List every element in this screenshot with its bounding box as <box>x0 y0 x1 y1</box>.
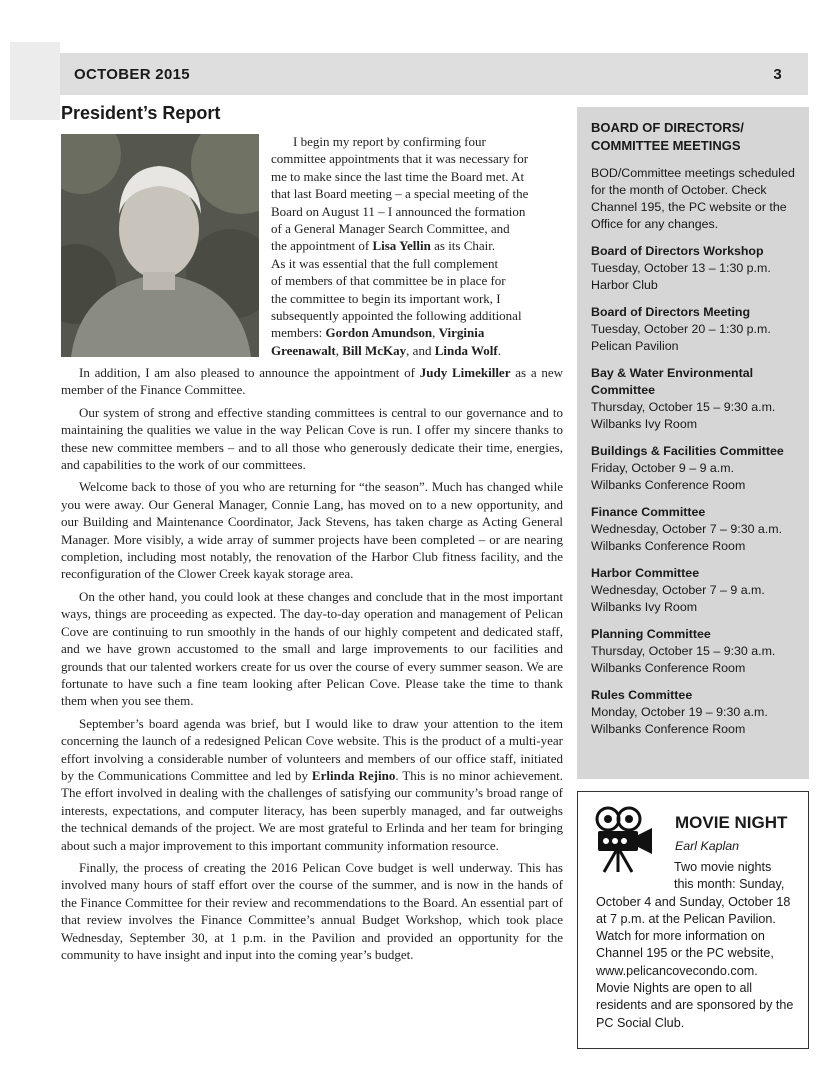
intro-line: I begin my report by confirming four <box>293 134 486 149</box>
intro-line: me to make since the last time the Board met. At <box>271 168 525 184</box>
report-title: President’s Report <box>61 103 221 123</box>
meeting-item <box>591 304 797 355</box>
intro-line: the committee to begin its important work, I <box>271 290 501 306</box>
meeting-item <box>591 565 797 616</box>
name-erlinda-rejino: Erlinda Rejino <box>311 767 396 783</box>
meeting-item <box>591 443 797 494</box>
report-paragraph <box>61 364 563 399</box>
meeting-time: Thursday, October 15 – 9:30 a.m. <box>591 644 776 658</box>
page-number: 3 <box>773 65 782 83</box>
sidebar-title-line: BOARD OF DIRECTORS/ <box>591 120 744 135</box>
page-corner-block <box>10 42 60 120</box>
president-photo-illustration <box>61 134 259 357</box>
meeting-time: Tuesday, October 13 – 1:30 p.m. <box>591 261 771 275</box>
movie-text-line: Two movie nights <box>674 860 772 874</box>
intro-line: of members of that committee be in place for <box>271 273 506 289</box>
movie-text-line: Watch for more information on <box>596 929 765 944</box>
issue-month: OCTOBER 2015 <box>74 65 190 83</box>
intro-text: as its Chair. <box>430 238 496 254</box>
meeting-name: Buildings & Facilities Committee <box>591 444 784 458</box>
sidebar-intro: BOD/Committee meetings scheduled for the month of October. Check Channel 195, the PC website or the Office for any changes. <box>591 166 795 231</box>
intro-line <box>271 342 563 359</box>
intro-text: , <box>335 342 343 358</box>
paragraph-text: In addition, I am also pleased to announce the appointment of <box>79 365 420 380</box>
meeting-item <box>591 626 797 677</box>
meeting-item <box>591 687 797 738</box>
intro-text: . <box>497 342 501 358</box>
meeting-name: Harbor Committee <box>591 566 700 580</box>
report-paragraph: Finally, the process of creating the 2016 Pelican Cove budget is well underway. This has involved many hours of staff effort over the course of the summer, and is now in the hands of the Finance Committee for their review and recommendations to the Board. An essential part of that review involves the Finance Committee’s annual Budget Workshop, which took place Wednesday, September 30, at 1 p.m. in the Pavilion and provided an opportunity for the community to have insight and input into the coming year’s budget. <box>61 859 563 962</box>
report-paragraph <box>61 715 563 854</box>
meeting-location: Harbor Club <box>591 278 658 292</box>
meeting-time: Wednesday, October 7 – 9:30 a.m. <box>591 522 783 536</box>
meeting-location: Wilbanks Ivy Room <box>591 417 698 431</box>
movie-text-line: www.pelicancovecondo.com. <box>596 963 758 978</box>
meeting-time: Monday, October 19 – 9:30 a.m. <box>591 705 768 719</box>
movie-text-line: at 7 p.m. at the Pelican Pavilion. <box>596 911 776 926</box>
intro-text: , and <box>406 342 435 358</box>
meeting-name: Rules Committee <box>591 688 693 702</box>
report-intro <box>271 133 563 359</box>
movie-text-line: this month: Sunday, <box>674 877 785 892</box>
movie-night-box <box>577 791 809 1049</box>
movie-text-line: Movie Nights are open to all <box>596 981 753 996</box>
name-linda-wolf: Linda Wolf <box>434 342 498 358</box>
movie-night-title: MOVIE NIGHT <box>675 813 788 832</box>
name-bill-mckay: Bill McKay <box>342 342 407 358</box>
sidebar-title-line: COMMITTEE MEETINGS <box>591 138 741 153</box>
meeting-location: Wilbanks Ivy Room <box>591 600 698 614</box>
intro-line: Board on August 11 – I announced the formation <box>271 203 526 219</box>
meeting-time: Thursday, October 15 – 9:30 a.m. <box>591 400 776 414</box>
movie-night-text <box>596 859 796 1032</box>
movie-night-author: Earl Kaplan <box>675 839 740 853</box>
meeting-item <box>591 243 797 294</box>
report-paragraph: On the other hand, you could look at these changes and conclude that in the most important ways, things are proceeding as expected. The day-to-day operation and management of Pelican Cove are continuing to run smoothly in the hands of our highly competent and dedicated staff, and we have grown accustomed to the small and large improvements to our facilities and grounds that our talented workers create for us over the course of every summer season. We are fortunate to have such a fine team looking after Pelican Cove. Please take the time to thank them when you see them. <box>61 588 563 709</box>
report-body <box>61 364 563 968</box>
meeting-name: Finance Committee <box>591 505 706 519</box>
movie-text-line: October 4 and Sunday, October 18 <box>596 894 791 909</box>
name-virginia: Virginia <box>438 325 485 341</box>
meeting-location: Pelican Pavilion <box>591 339 679 353</box>
name-judy-limekiller: Judy Limekiller <box>419 365 511 380</box>
intro-line <box>271 237 563 254</box>
meeting-time: Wednesday, October 7 – 9 a.m. <box>591 583 765 597</box>
meeting-name: Planning Committee <box>591 627 711 641</box>
name-gordon-amundson: Gordon Amundson <box>325 325 433 341</box>
president-photo <box>61 134 259 357</box>
meeting-location: Wilbanks Conference Room <box>591 539 746 553</box>
name-lisa-yellin: Lisa Yellin <box>372 238 431 254</box>
intro-line: As it was essential that the full complement <box>271 255 499 271</box>
intro-text: , <box>432 325 439 341</box>
movie-text-line: Channel 195 or the PC website, <box>596 946 774 961</box>
meeting-time: Tuesday, October 20 – 1:30 p.m. <box>591 322 771 336</box>
movie-text-line: PC Social Club. <box>596 1015 685 1030</box>
meeting-location: Wilbanks Conference Room <box>591 661 746 675</box>
intro-line: of a General Manager Search Committee, and <box>271 221 510 237</box>
paragraph-text: as a new member of the Finance Committee. <box>61 365 564 398</box>
page-header <box>60 53 808 95</box>
intro-text: members: <box>271 325 326 341</box>
meeting-name: Bay & Water Environmental Committee <box>591 366 754 397</box>
movie-text-line: residents and are sponsored by the <box>596 998 794 1013</box>
meeting-item <box>591 365 797 433</box>
meeting-item <box>591 504 797 555</box>
meeting-name: Board of Directors Workshop <box>591 244 764 258</box>
meeting-location: Wilbanks Conference Room <box>591 478 746 492</box>
intro-line: committee appointments that it was necessary for <box>271 151 529 167</box>
report-paragraph: Our system of strong and effective standing committees is central to our governance and to maintaining the qualities we value in the way Pelican Cove is run. I offer my sincere thanks to these new committee members – and to all those who generously dedicate their time, energies, and capabilities to the work of our committees. <box>61 404 563 473</box>
sidebar-title <box>591 119 797 155</box>
meeting-time: Friday, October 9 – 9 a.m. <box>591 461 735 475</box>
paragraph-text: . This is no minor achievement. The effort involved in dealing with the challenges of satisfying our community’s broad range of interests, expectations, and computer literacy, has been superbly managed, and far outweighs the technical demands of the project. We are most grateful to Erlinda and her team for bringing about such a major improvement to this important community information resource. <box>61 767 563 853</box>
intro-line <box>271 324 563 341</box>
meetings-sidebar <box>577 107 809 779</box>
meeting-name: Board of Directors Meeting <box>591 305 751 319</box>
paragraph-text: September’s board agenda was brief, but I would like to draw your attention to the item concerning the launch of a redesigned Pelican Cove website. This is the product of a multi-year effort involving a considerable number of volunteers and members of our office staff, initiated by the Communications Committee and led by <box>61 715 563 783</box>
intro-line: subsequently appointed the following additional <box>271 308 522 324</box>
name-greenawalt: Greenawalt <box>271 342 336 358</box>
intro-text: the appointment of <box>271 238 373 254</box>
report-paragraph: Welcome back to those of you who are returning for “the season”. Much has changed while you were away. Our General Manager, Connie Lang, has moved on to a new opportunity, and our Building and Maintenance Coordinator, Jack Stevens, has taken charge as Acting General Manager. More visibly, a wide array of summer projects have been completed – or are nearing completion, including most notably, the renovation of the Harbor Club fitness facility, and the reconfiguration of the Clower Creek kayak storage area. <box>61 479 563 582</box>
intro-line: that last Board meeting – a special meeting of the <box>271 186 529 202</box>
meeting-location: Wilbanks Conference Room <box>591 722 746 736</box>
